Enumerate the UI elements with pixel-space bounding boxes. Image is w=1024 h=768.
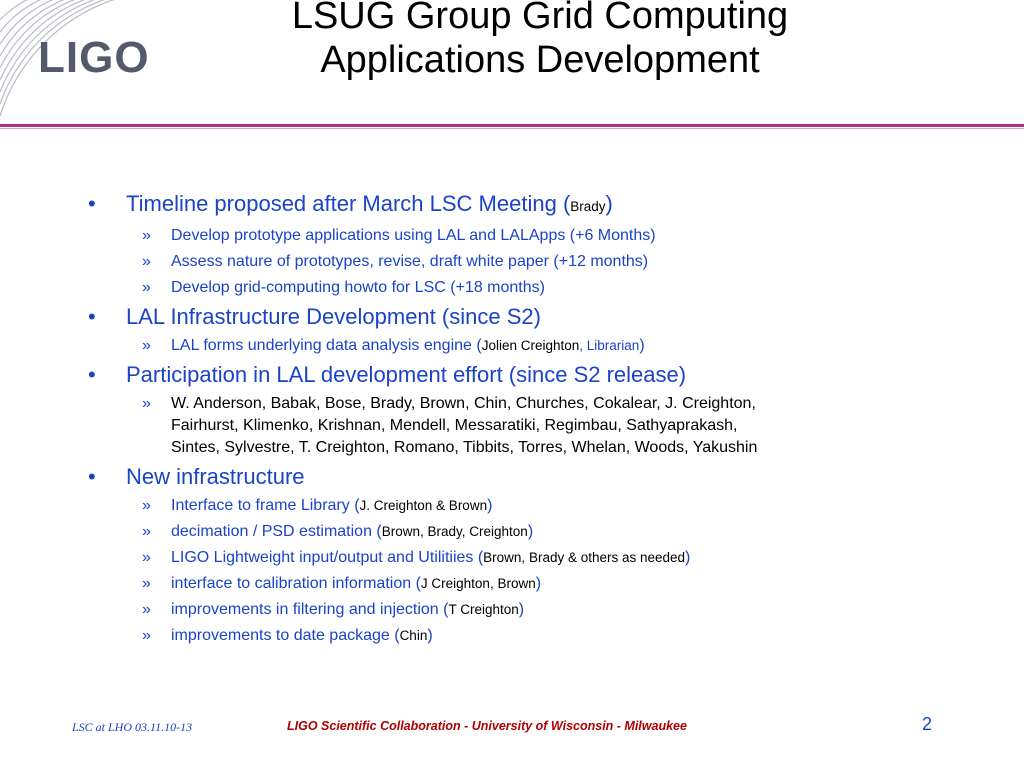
bullet-marker: • xyxy=(88,362,96,387)
bullet-marker: • xyxy=(88,304,96,329)
bullet-author: Brady xyxy=(570,199,606,214)
sub-bullet-close: ) xyxy=(639,337,645,354)
sub-bullet-marker: » xyxy=(142,497,151,514)
sub-bullet-author: Brown, Brady, Creighton xyxy=(381,524,528,539)
sub-bullet-marker: » xyxy=(142,279,151,296)
footer-event: LSC at LHO 03.11.10-13 xyxy=(72,720,193,734)
sub-bullet xyxy=(80,547,980,569)
sub-bullet-text: Develop prototype applications using LAL and LALApps (+6 Months) xyxy=(171,227,656,244)
sub-bullet xyxy=(80,277,980,299)
title-line-1: LSUG Group Grid Computing xyxy=(291,0,789,37)
sub-bullet-close: ) xyxy=(487,497,493,514)
sub-bullet-author: Chin xyxy=(399,628,428,643)
sub-bullet-marker: » xyxy=(142,549,151,566)
sub-bullet-marker: » xyxy=(142,627,151,644)
sub-bullet-marker: » xyxy=(142,337,151,354)
bullet-participation xyxy=(80,361,980,389)
sub-bullet-close: ) xyxy=(685,549,691,566)
bullet-text: LAL Infrastructure Development (since S2) xyxy=(126,304,541,329)
sub-bullet-text: Assess nature of prototypes, revise, draft white paper (+12 months) xyxy=(171,253,649,270)
ligo-logo: LIGO xyxy=(38,33,150,82)
contributors-line-1: W. Anderson, Babak, Bose, Brady, Brown, Chin, Churches, Cokalear, J. Creighton, xyxy=(171,395,756,412)
sub-bullet-role: , Librarian xyxy=(579,338,640,353)
page-number: 2 xyxy=(922,714,933,734)
bullet-lal-infrastructure xyxy=(80,303,980,331)
sub-bullet xyxy=(80,225,980,247)
sub-bullet-author: J. Creighton & Brown xyxy=(359,498,488,513)
sub-bullet-text: Interface to frame Library ( xyxy=(171,497,360,514)
sub-bullet-marker: » xyxy=(142,227,151,244)
contributors-line-2: Fairhurst, Klimenko, Krishnan, Mendell, Messaratiki, Regimbau, Sathyaprakash, xyxy=(171,417,738,434)
sub-bullet xyxy=(80,521,980,543)
bullet-text: Participation in LAL development effort (since S2 release) xyxy=(126,362,687,387)
sub-bullet-text: interface to calibration information ( xyxy=(171,575,421,592)
sub-bullet xyxy=(80,335,980,357)
bullet-text: New infrastructure xyxy=(126,464,305,489)
sub-bullet-close: ) xyxy=(427,627,433,644)
sub-bullet-author: Brown, Brady & others as needed xyxy=(483,550,686,565)
sub-bullet xyxy=(80,495,980,517)
slide-body xyxy=(80,190,980,651)
sub-bullet-close: ) xyxy=(518,601,525,618)
sub-bullet xyxy=(80,599,980,621)
footer-organization: LIGO Scientific Collaboration - University of Wisconsin - Milwaukee xyxy=(287,719,687,733)
sub-bullet-text: improvements to date package ( xyxy=(171,627,400,644)
slide-title xyxy=(200,0,880,82)
bullet-new-infrastructure xyxy=(80,463,980,491)
sub-bullet-marker: » xyxy=(142,395,151,412)
sub-bullet-text: LIGO Lightweight input/output and Utilitiies ( xyxy=(171,549,484,566)
sub-bullet-author: T Creighton xyxy=(448,602,519,617)
bullet-marker: • xyxy=(88,464,96,489)
sub-bullet-text: LAL forms underlying data analysis engine ( xyxy=(171,337,482,354)
sub-bullet-marker: » xyxy=(142,601,151,618)
sub-bullet-text: decimation / PSD estimation ( xyxy=(171,523,382,540)
bullet-timeline xyxy=(80,190,980,221)
title-divider-shadow xyxy=(0,128,1024,129)
sub-bullet-marker: » xyxy=(142,575,151,592)
bullet-marker: • xyxy=(88,191,96,216)
sub-bullet xyxy=(80,625,980,647)
sub-bullet-contributors xyxy=(80,393,980,459)
sub-bullet-author: J Creighton, Brown xyxy=(420,576,536,591)
sub-bullet-close: ) xyxy=(527,523,534,540)
title-line-2: Applications Development xyxy=(320,39,760,81)
sub-bullet-marker: » xyxy=(142,523,151,540)
contributors-line-3: Sintes, Sylvestre, T. Creighton, Romano, Tibbits, Torres, Whelan, Woods, Yakushin xyxy=(171,439,758,456)
sub-bullet-text: Develop grid-computing howto for LSC (+18 months) xyxy=(171,279,545,296)
sub-bullet-close: ) xyxy=(535,575,542,592)
bullet-close: ) xyxy=(605,191,613,216)
sub-bullet-author: Jolien Creighton xyxy=(481,338,580,353)
sub-bullet-text: improvements in filtering and injection ( xyxy=(171,601,449,618)
title-divider xyxy=(0,124,1024,127)
sub-bullet xyxy=(80,251,980,273)
bullet-text: Timeline proposed after March LSC Meeting ( xyxy=(126,191,571,216)
sub-bullet xyxy=(80,573,980,595)
sub-bullet-marker: » xyxy=(142,253,151,270)
